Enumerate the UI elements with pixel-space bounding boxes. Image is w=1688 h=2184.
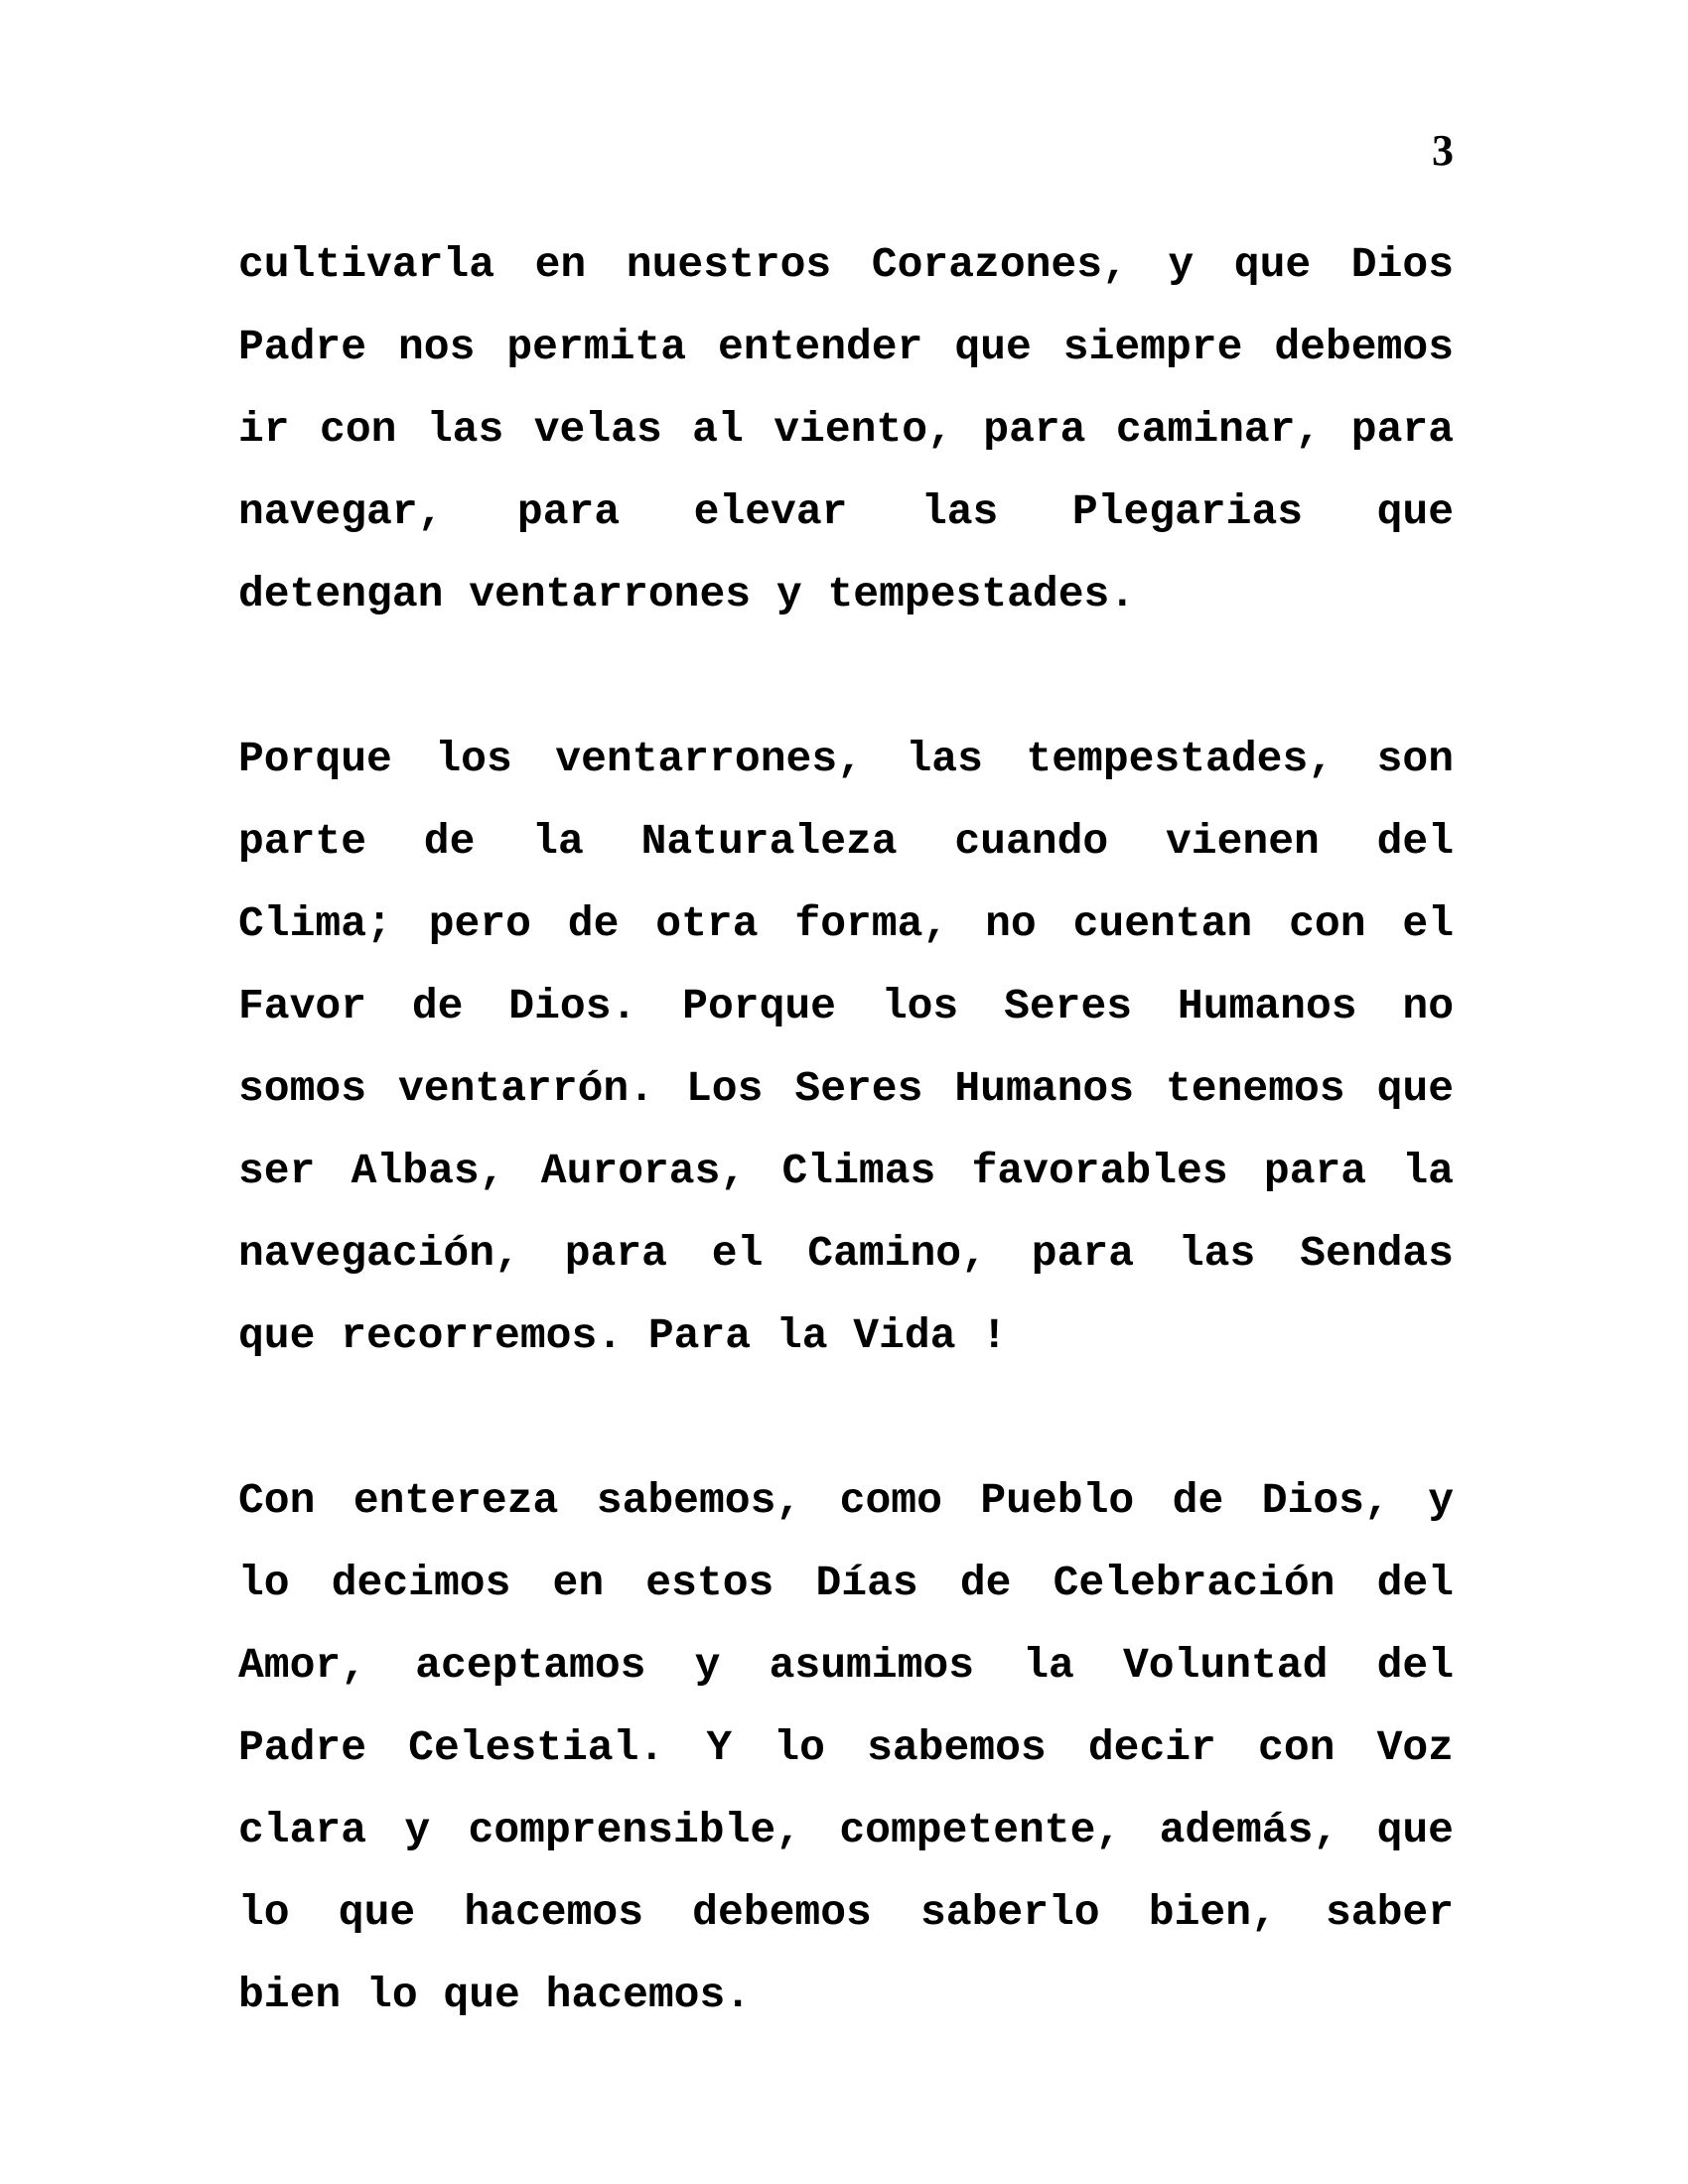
paragraph-3 bbox=[238, 1459, 1454, 2036]
text-line: detengan ventarrones y tempestades. bbox=[238, 570, 1136, 618]
text-line: lo que hacemos debemos saberlo bien, saber bbox=[238, 1888, 1454, 1937]
text-line: navegación, para el Camino, para las Sendas bbox=[238, 1229, 1454, 1278]
text-line: Padre Celestial. Y lo sabemos decir con Voz bbox=[238, 1723, 1454, 1772]
text-line: ir con las velas al viento, para caminar, para bbox=[238, 405, 1454, 454]
text-line: clara y comprensible, competente, además, que bbox=[238, 1806, 1454, 1854]
text-line: Con entereza sabemos, como Pueblo de Dios, y bbox=[238, 1476, 1454, 1525]
text-line: Favor de Dios. Porque los Seres Humanos no bbox=[238, 982, 1454, 1030]
page-number: 3 bbox=[1432, 126, 1454, 175]
text-line: Porque los ventarrones, las tempestades, son bbox=[238, 735, 1454, 783]
text-line: somos ventarrón. Los Seres Humanos tenemos que bbox=[238, 1064, 1454, 1113]
text-line: parte de la Naturaleza cuando vienen del bbox=[238, 817, 1454, 866]
text-line: navegar, para elevar las Plegarias que bbox=[238, 487, 1454, 536]
paragraph-2 bbox=[238, 718, 1454, 1377]
paragraph-1 bbox=[238, 223, 1454, 635]
text-line: Padre nos permita entender que siempre debemos bbox=[238, 323, 1454, 371]
text-line: cultivarla en nuestros Corazones, y que Dios bbox=[238, 240, 1454, 289]
text-line: Clima; pero de otra forma, no cuentan con el bbox=[238, 899, 1454, 948]
text-line: Amor, aceptamos y asumimos la Voluntad del bbox=[238, 1641, 1454, 1690]
document-body bbox=[238, 223, 1454, 2036]
text-line: ser Albas, Auroras, Climas favorables para la bbox=[238, 1147, 1454, 1195]
text-line: lo decimos en estos Días de Celebración del bbox=[238, 1559, 1454, 1607]
text-line: bien lo que hacemos. bbox=[238, 1971, 752, 2019]
text-line: que recorremos. Para la Vida ! bbox=[238, 1311, 1008, 1360]
